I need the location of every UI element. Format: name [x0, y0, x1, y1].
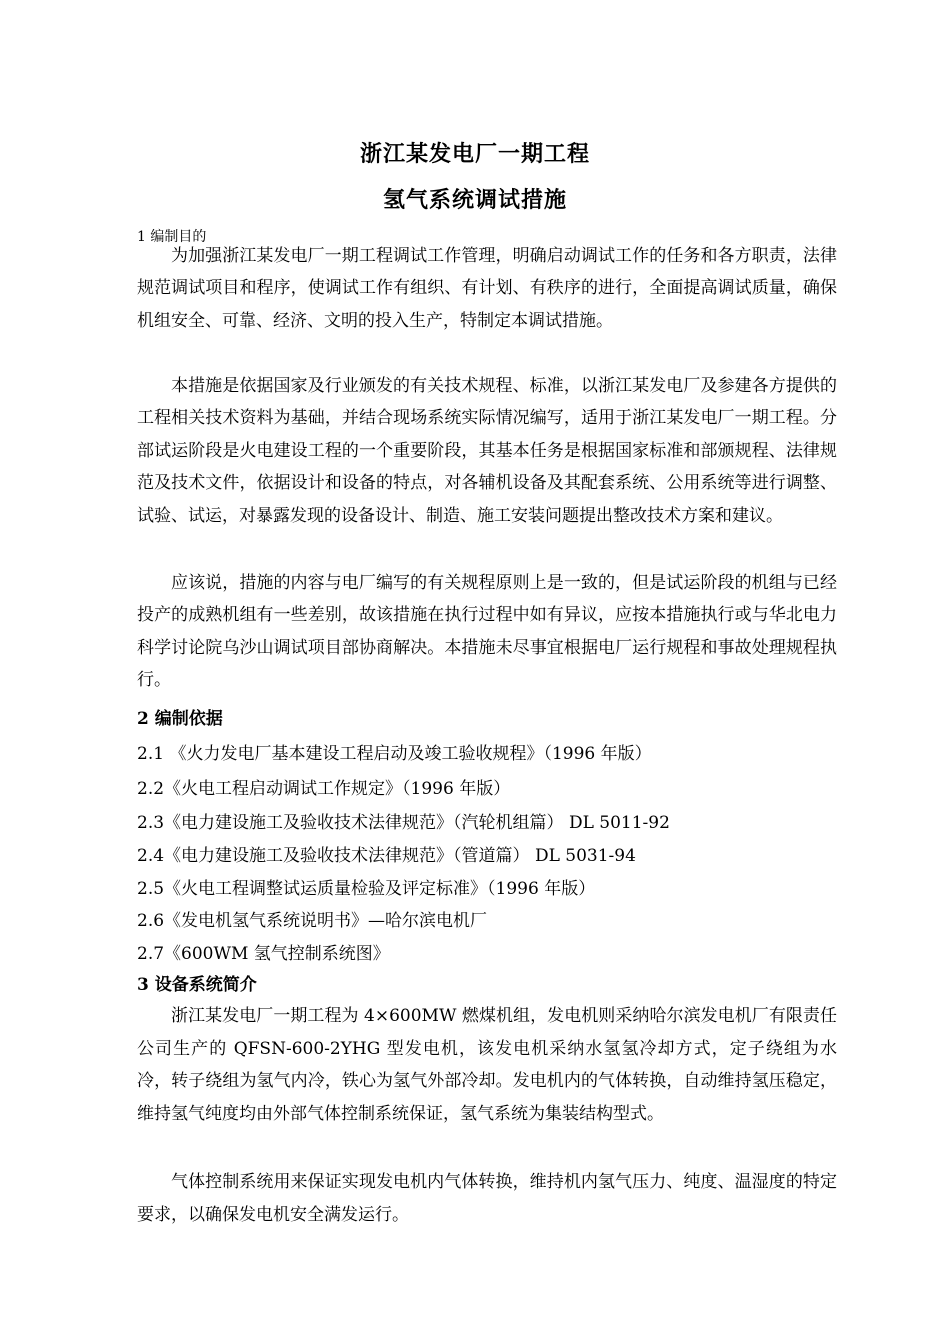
reference-item: 2.3《电力建设施工及验收技术法律规范》（汽轮机组篇） DL 5011-92 [137, 813, 670, 833]
section-1-paragraph: 应该说，措施的内容与电厂编写的有关规程原则上是一致的，但是试运阶段的机组与已经投产的成熟机组有一些差别，故该措施在执行过程中如有异议，应按本措施执行或与华北电力科学讨论院乌沙山调试项目部协商解决。本措施未尽事宜根据电厂运行规程和事故处理规程执行。 [137, 573, 837, 691]
document-title: 浙江某发电厂一期工程 [359, 142, 590, 167]
section-1-heading: 1 编制目的 [137, 229, 207, 245]
reference-item: 2.1 《火力发电厂基本建设工程启动及竣工验收规程》（1996 年版） [137, 744, 652, 764]
section-3-paragraph: 气体控制系统用来保证实现发电机内气体转换，维持机内氢气压力、纯度、温湿度的特定要求，以确保发电机安全满发运行。 [137, 1172, 837, 1225]
reference-item: 2.2《火电工程启动调试工作规定》（1996 年版） [137, 779, 511, 799]
section-1-paragraph: 本措施是依据国家及行业颁发的有关技术规程、标准，以浙江某发电厂及参建各方提供的工程相关技术资料为基础，并结合现场系统实际情况编写，适用于浙江某发电厂一期工程。分部试运阶段是火电建设工程的一个重要阶段，其基本任务是根据国家标准和部颁规程、法律规范及技术文件，依据设计和设备的特点，对各辅机设备及其配套系统、公用系统等进行调整、试验、试运，对暴露发现的设备设计、制造、施工安装问题提出整改技术方案和建议。 [137, 376, 837, 526]
reference-item: 2.4《电力建设施工及验收技术法律规范》（管道篇） DL 5031-94 [137, 846, 636, 866]
section-3-paragraph: 浙江某发电厂一期工程为 4×600MW 燃煤机组，发电机则采纳哈尔滨发电机厂有限责任公司生产的 QFSN-600-2YHG 型发电机，该发电机采纳水氢氢冷却方式，定子绕组为水冷，转子绕组为氢气内冷，铁心为氢气外部冷却。发电机内的气体转换，自动维持氢压稳定，维持氢气纯度均由外部气体控制系统保证，氢气系统为集装结构型式。 [137, 1006, 837, 1124]
section-3-heading: 3 设备系统简介 [137, 975, 257, 995]
section-2-heading: 2 编制依据 [137, 709, 223, 729]
section-1-paragraph: 为加强浙江某发电厂一期工程调试工作管理，明确启动调试工作的任务和各方职责，法律规范调试项目和程序，使调试工作有组织、有计划、有秩序的进行，全面提高调试质量，确保机组安全、可靠、经济、文明的投入生产，特制定本调试措施。 [137, 246, 837, 331]
reference-item: 2.5《火电工程调整试运质量检验及评定标准》（1996 年版） [137, 879, 596, 899]
document-subtitle: 氢气系统调试措施 [382, 188, 567, 213]
reference-item: 2.6《发电机氢气系统说明书》—哈尔滨电机厂 [137, 911, 488, 931]
reference-item: 2.7《600WM 氢气控制系统图》 [137, 944, 390, 964]
